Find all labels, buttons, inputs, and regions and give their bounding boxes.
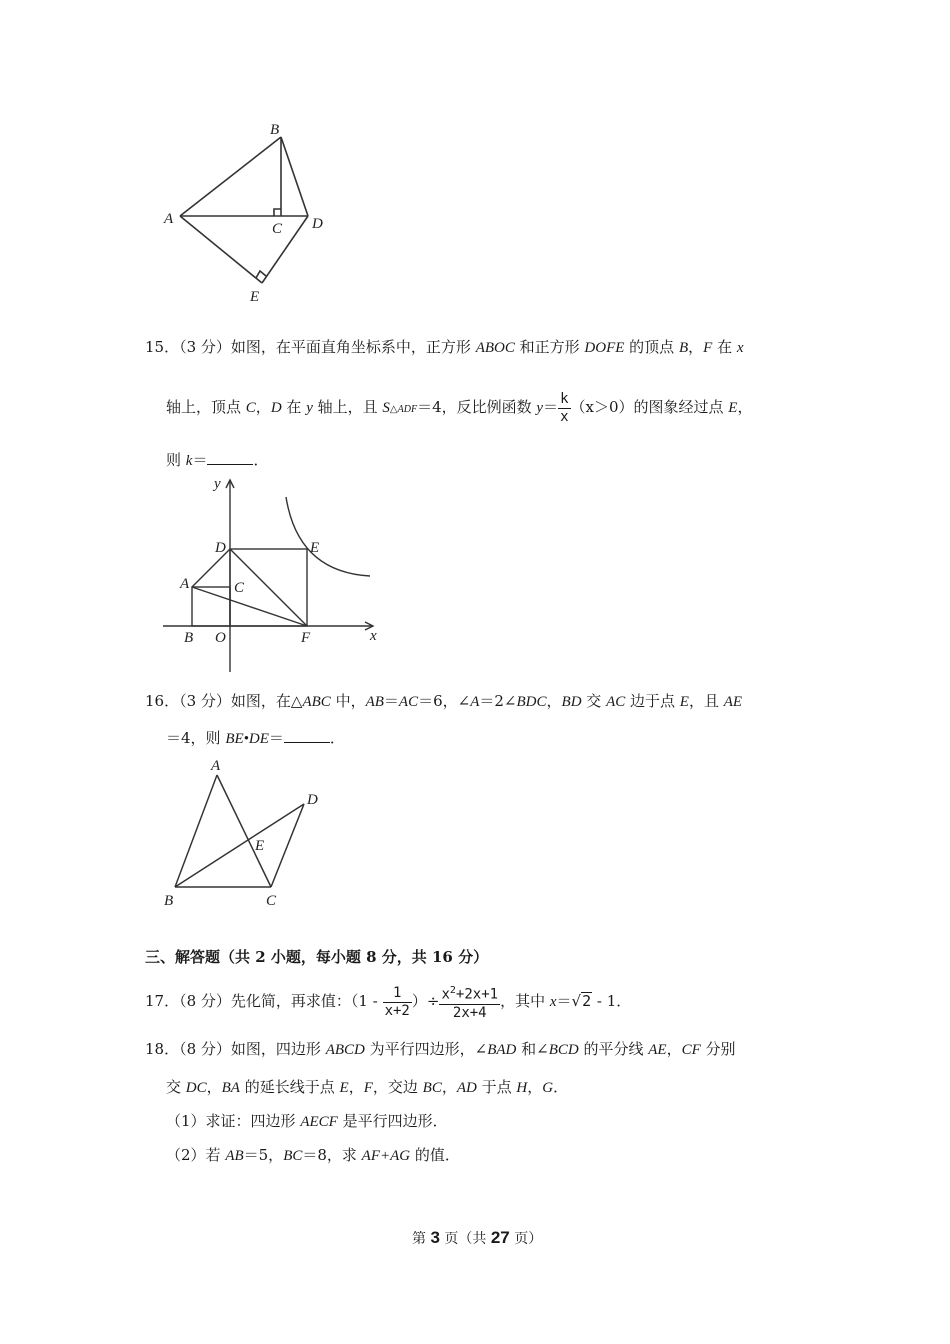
segment-ed	[262, 216, 308, 283]
page-footer: 第 3 页（共 27 页）	[412, 1228, 543, 1247]
question-number: 16．	[145, 692, 180, 710]
question-18-part-2: （2）若 AB＝5，BC＝8，求 AF+AG 的值．	[166, 1146, 460, 1164]
question-18-part-1: （1）求证：四边形 AECF 是平行四边形．	[166, 1112, 448, 1130]
sqrt-symbol: √	[571, 992, 582, 1010]
label-e: E	[255, 838, 265, 854]
label-y: y	[214, 476, 221, 492]
label-c: C	[266, 893, 277, 909]
segment-ab	[175, 775, 217, 887]
question-18-line-1: 18．（8 分）如图，四边形 ABCD 为平行四边形，∠BAD 和∠BCD 的平分线 AE，CF 分别	[145, 1040, 736, 1058]
question-16-line-1: 16．（3 分）如图，在△ABC 中，AB＝AC＝6，∠A＝2∠BDC，BD 交 AC 边于点 E，且 AE	[145, 692, 743, 710]
figure-q16	[155, 755, 335, 915]
segment-bd	[281, 137, 308, 216]
label-a: A	[180, 576, 190, 592]
question-score: （8 分）	[179, 992, 231, 1010]
page-total: 27	[490, 1228, 510, 1247]
label-d: D	[312, 216, 323, 232]
question-15-line-2: 轴上，顶点 C，D 在 y 轴上，且 S△ADF＝4，反比例函数 y＝ $\frac{k}{x}$ （x＞0）的图象经过点 E，	[166, 390, 753, 425]
question-15-line-3: 则 k＝ ．	[166, 451, 269, 469]
sqrt-radicand: 2	[582, 992, 592, 1010]
page-number: 3	[430, 1228, 440, 1247]
label-c: C	[272, 221, 283, 237]
label-e: E	[250, 289, 260, 305]
label-f: F	[301, 630, 311, 646]
question-score: （3 分）	[179, 692, 231, 710]
answer-blank	[284, 728, 330, 743]
label-e: E	[310, 540, 320, 556]
segment-bd	[175, 804, 304, 887]
fraction-k-over-x: $\frac{k}{x}$	[560, 390, 569, 425]
label-c: C	[234, 580, 245, 596]
right-angle-mark-c	[274, 209, 281, 216]
fraction-quadratic: $\frac{x^2+2x+1}{2x+4}$	[439, 982, 500, 1022]
question-score: （3 分）	[179, 338, 231, 356]
label-b: B	[164, 893, 174, 909]
question-18-line-2: 交 DC，BA 的延长线于点 E，F，交边 BC，AD 于点 H，G．	[166, 1078, 569, 1096]
question-number: 18．	[145, 1040, 180, 1058]
question-16-line-2: ＝4，则 BE•DE＝ ．	[166, 729, 345, 747]
figure-q14	[150, 115, 350, 310]
segment-ab	[180, 137, 281, 216]
label-a: A	[211, 758, 221, 774]
label-d: D	[307, 792, 318, 808]
figure-q15	[158, 472, 388, 677]
label-d: D	[215, 540, 226, 556]
right-angle-mark-e	[256, 271, 266, 278]
label-a: A	[164, 211, 174, 227]
segment-af	[192, 587, 307, 626]
answer-blank	[207, 450, 253, 465]
question-score: （8 分）	[179, 1040, 231, 1058]
label-o: O	[215, 630, 226, 646]
question-number: 17．	[145, 992, 180, 1010]
fraction-1-over-x-plus-2: $\frac{1}{x+2}$	[384, 984, 410, 1019]
question-17: 17．（8 分）先化简，再求值：（1 - $\frac{1}{x+2}$ ）÷ $\frac{x^2+2x+1}{2x+4}$ ，其中 x＝√2 - 1．	[145, 982, 631, 1022]
question-15-line-1: 15．（3 分）如图，在平面直角坐标系中，正方形 ABOC 和正方形 DOFE 的顶点 B，F 在 x	[145, 338, 744, 356]
section-heading: 三、解答题（共 2 小题，每小题 8 分，共 16 分）	[145, 948, 489, 966]
label-x: x	[370, 628, 377, 644]
hyperbola-curve	[286, 497, 370, 576]
question-number: 15．	[145, 338, 180, 356]
segment-dc	[271, 804, 304, 887]
label-b: B	[270, 122, 280, 138]
label-b: B	[184, 630, 194, 646]
segment-ae	[180, 216, 262, 283]
